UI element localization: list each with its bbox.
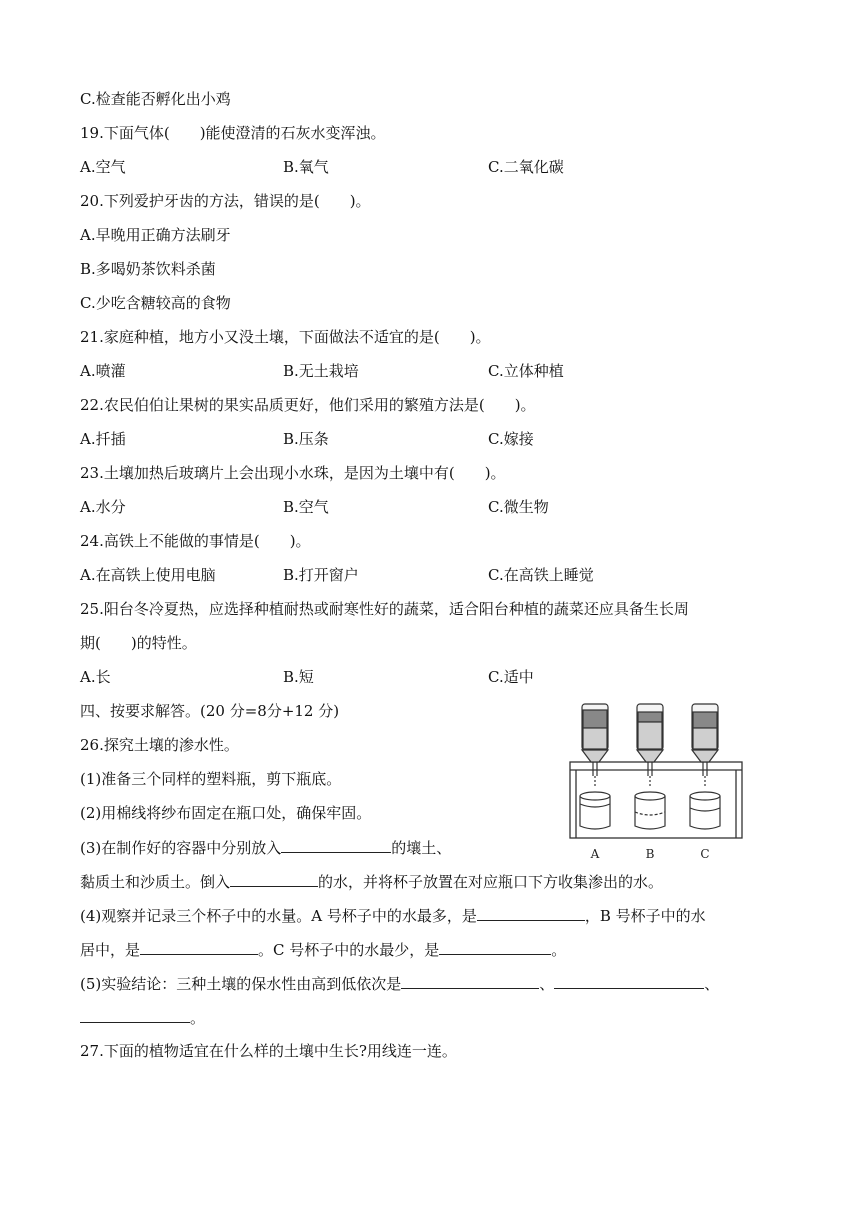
q24-option-a: A.在高铁上使用电脑 [80,566,216,584]
q22-option-b: B.压条 [283,430,329,448]
answer-blank[interactable] [477,904,585,921]
q19-option-c: C.二氧化碳 [488,158,564,176]
cup-label-a: A [590,847,600,861]
q23-stem: 23.土壤加热后玻璃片上会出现小水珠，是因为土壤中有( )。 [80,464,506,482]
q21-option-c: C.立体种植 [488,362,564,380]
q26-step-5a: (5)实验结论：三种土壤的保水性由高到低依次是 、 、 [80,972,719,995]
cup-label-c: C [700,847,710,861]
q25-option-b: B.短 [283,668,314,686]
q22-option-c: C.嫁接 [488,430,534,448]
q19-option-a: A.空气 [80,158,126,176]
q23-option-a: A.水分 [80,498,126,516]
q24-option-c: C.在高铁上睡觉 [488,566,594,584]
q21-option-a: A.喷灌 [80,362,126,380]
answer-blank[interactable] [439,938,551,955]
q21-option-b: B.无土栽培 [283,362,359,380]
answer-blank[interactable] [401,972,539,989]
q25-option-a: A.长 [80,668,111,686]
q27-stem: 27.下面的植物适宜在什么样的土壤中生长?用线连一连。 [80,1042,457,1060]
q26-step-3a: (3)在制作好的容器中分别放入 的壤土、 [80,836,451,859]
answer-blank[interactable] [80,1006,190,1023]
q24-option-b: B.打开窗户 [283,566,359,584]
q20-option-a: A.早晚用正确方法刷牙 [80,226,231,244]
q23-option-c: C.微生物 [488,498,549,516]
q20-option-c: C.少吃含糖较高的食物 [80,294,231,312]
answer-blank[interactable] [140,938,258,955]
q19-stem: 19.下面气体( )能使澄清的石灰水变浑浊。 [80,124,386,142]
q25-stem-line2: 期( )的特性。 [80,634,197,652]
q25-option-c: C.适中 [488,668,534,686]
q22-option-a: A.扦插 [80,430,126,448]
q18-option-c: C.检查能否孵化出小鸡 [80,90,231,108]
q26-step-4b: 居中，是 。C 号杯子中的水最少，是 。 [80,938,566,961]
answer-blank[interactable] [281,836,391,853]
q22-stem: 22.农民伯伯让果树的果实品质更好，他们采用的繁殖方法是( )。 [80,396,536,414]
q26-step-5b: 。 [80,1006,205,1029]
q21-stem: 21.家庭种植，地方小又没土壤，下面做法不适宜的是( )。 [80,328,491,346]
q26-title: 26.探究土壤的渗水性。 [80,736,239,754]
q19-option-b: B.氧气 [283,158,329,176]
q26-step-4a: (4)观察并记录三个杯子中的水量。A 号杯子中的水最多，是 ，B 号杯子中的水 [80,904,706,927]
section-4-heading: 四、按要求解答。(20 分=8分+12 分) [80,702,340,720]
q26-step-2: (2)用棉线将纱布固定在瓶口处，确保牢固。 [80,804,372,822]
q26-step-3b: 黏质土和沙质土。倒入 的水，并将杯子放置在对应瓶口下方收集渗出的水。 [80,870,663,893]
q24-stem: 24.高铁上不能做的事情是( )。 [80,532,311,550]
answer-blank[interactable] [230,870,318,887]
answer-blank[interactable] [554,972,704,989]
q26-step-1: (1)准备三个同样的塑料瓶，剪下瓶底。 [80,770,342,788]
q25-stem-line1: 25.阳台冬冷夏热，应选择种植耐热或耐寒性好的蔬菜，适合阳台种植的蔬菜还应具备生长周 [80,600,689,618]
soil-experiment-figure [562,700,752,865]
q20-option-b: B.多喝奶茶饮料杀菌 [80,260,216,278]
q23-option-b: B.空气 [283,498,329,516]
q20-stem: 20.下列爱护牙齿的方法，错误的是( )。 [80,192,371,210]
cup-label-b: B [645,847,655,861]
